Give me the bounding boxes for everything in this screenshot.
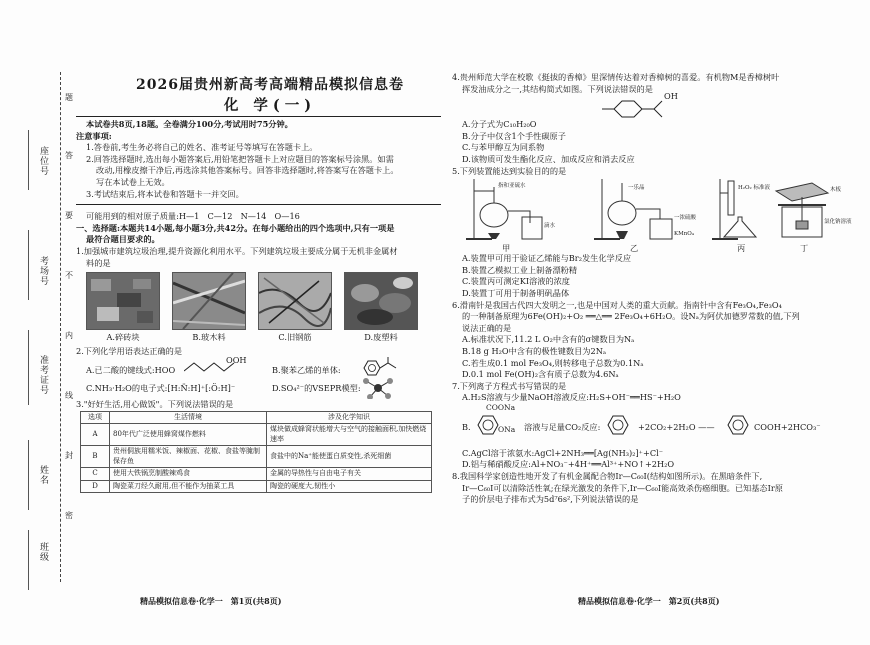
- apparatus-note: KMnO₄: [674, 231, 694, 238]
- name-line: [28, 440, 29, 510]
- table-cell: B: [81, 446, 110, 468]
- divider: [76, 116, 441, 117]
- seal-char: 答: [65, 151, 73, 160]
- q8-stem: 8.我国科学家创造性地开发了有机金属配合物Ir—C₆₀I(结构如图所示)。在黑暗条件下,: [452, 471, 763, 482]
- q2-option-d: D.SO₄²⁻的VSEPR模型:: [272, 383, 361, 394]
- note-3: 3.考试结束后,将本试卷和答题卡一并交回。: [86, 188, 244, 199]
- table-header-row: [81, 411, 432, 424]
- table-cell: D: [81, 480, 110, 493]
- apparatus-note: 一浓硫酸: [674, 215, 697, 222]
- vsepr-model: [358, 377, 398, 399]
- q1-option-b: B.玻木料: [192, 332, 226, 343]
- table-cell: 贵州侗族用糯米饭、辣椒面、花椒、食盐等腌制保存鱼: [110, 446, 267, 468]
- steel-photo: [258, 272, 332, 330]
- table-row: [81, 468, 432, 481]
- coona-label: COONa: [486, 402, 516, 412]
- q7-stem: 7.下列离子方程式书写错误的是: [452, 380, 567, 391]
- seat-no-label: 座位号: [38, 146, 48, 176]
- q1-option-a: A.碎砖块: [106, 332, 140, 343]
- seal-char: 不: [65, 271, 73, 280]
- table-cell: 煤块做成蜂窝状能增大与空气的接触面积,加快燃烧速率: [267, 424, 432, 446]
- apparatus-note: 指和亚硫水: [498, 183, 526, 190]
- q7-option-b-end: COOH+2HCO₃⁻: [754, 421, 821, 432]
- note-2-cont: 写在本试卷上无效。: [96, 176, 170, 187]
- q5-option-b: B.装置乙模拟工业上制备漂粉精: [462, 264, 578, 275]
- exam-title: 2026届贵州新高考高端精品模拟信息卷: [136, 77, 404, 93]
- page-footer-left: 精品模拟信息卷·化学一 第1页(共8页): [140, 596, 282, 606]
- brick-photo: [86, 272, 160, 330]
- q4-stem-cont: 挥发油成分之一,其结构简式如图。下列说法错误的是: [462, 83, 653, 94]
- q7-option-c: C.AgCl溶于浓氨水:AgCl+2NH₃══[Ag(NH₃)₂]⁺+Cl⁻: [462, 447, 664, 458]
- benzene-ring: [604, 410, 632, 440]
- q4-option-d: D.该物质可发生酯化反应、加成反应和消去反应: [462, 153, 635, 164]
- q8-stem-cont: 子的价层电子排布式为5d⁷6s²,下列说法错误的是: [462, 494, 639, 505]
- q7-option-b-mid: 溶液与足量CO₂反应:: [524, 421, 601, 432]
- q8-stem-cont: Ir—C₆₀I可以清除活性氧;在绿光激发的条件下,Ir—C₆₀I能高效杀伤癌细胞。已知基态Ir原: [462, 482, 783, 493]
- atomic-masses: 可能用到的相对原子质量:H—1 C—12 N—14 O—16: [86, 211, 300, 222]
- q2-row-ab: [76, 357, 441, 379]
- q7-option-a: A.H₂S溶液与少量NaOH溶液反应:H₂S+OH⁻══HS⁻+H₂O: [462, 392, 681, 403]
- table-cell: 80年代广泛使用蜂窝煤作燃料: [110, 424, 267, 446]
- q7-option-b-label: B.: [462, 421, 471, 432]
- table-cell: 陶瓷菜刀经久耐用,但不能作为抽菜工具: [110, 480, 267, 493]
- intro-text: 本试卷共8页,18题。全卷满分100分,考试用时75分钟。: [86, 119, 293, 129]
- notes-title: 注意事项:: [76, 130, 112, 141]
- class-label: 班级: [38, 542, 48, 562]
- q2-stem: 2.下列化学用语表达正确的是: [76, 345, 183, 356]
- q1-option-c: C.旧钢筋: [278, 332, 312, 343]
- q2-row-cd: [76, 379, 441, 399]
- note-2-cont: 改动,用橡皮擦干净后,再选涂其他答案标号。回答非选择题时,将答案写在答题卡上。: [96, 165, 399, 176]
- ticket-no-label: 准考证号: [38, 355, 48, 395]
- seat-no-line: [28, 130, 29, 190]
- q6-stem: 6.滑南针是我国古代四大发明之一,也是中国对人类的重大贡献。指南针中含有Fe₃O₄,Fe₃O₄: [452, 299, 782, 310]
- q4-option-a: A.分子式为C₁₀H₂₀O: [462, 119, 537, 130]
- ona-label: ONa: [498, 424, 516, 434]
- q2-oh-label: OOH: [226, 355, 247, 366]
- q2-option-a: A.已二酸的键线式:HOO: [86, 365, 176, 376]
- seal-char: 线: [65, 391, 73, 400]
- table-row: [81, 446, 432, 468]
- label-bing: 丙: [737, 243, 746, 254]
- table-cell: 食盐中的Na⁺能使蛋白质变性,杀死细菌: [267, 446, 432, 468]
- q4-option-b: B.分子中仅含1个手性碳原子: [462, 130, 566, 141]
- apparatus-note: 滴水: [544, 223, 556, 230]
- table-row: [81, 424, 432, 446]
- q6-option-a: A.标准状况下,11.2 L O₂中含有的σ键数目为Nₐ: [462, 334, 635, 345]
- seal-char: 题: [65, 93, 73, 102]
- q3-table: [80, 411, 432, 494]
- table-header: 选项: [81, 411, 110, 424]
- q2-option-b: B.聚苯乙烯的单体:: [272, 365, 341, 376]
- table-cell: A: [81, 424, 110, 446]
- q6-stem-cont: 的一种制备原理为6Fe(OH)₂+O₂ ══△══ 2Fe₃O₄+6H₂O。设Nₐ为阿伏加德罗常数的值,下列: [462, 311, 800, 322]
- q2-option-c: C.NH₃·H₂O的电子式:[H:N̈:H]⁺[:Ö:H]⁻: [86, 383, 236, 394]
- apparatus-note: 木板: [830, 187, 842, 194]
- table-header: 生活情境: [110, 411, 267, 424]
- note-1: 1.答卷前,考生务必将自己的姓名、准考证号等填写在答题卡上。: [86, 142, 318, 153]
- exam-room-label: 考场号: [38, 256, 48, 286]
- seal-char: 密: [65, 511, 73, 520]
- q7-option-b-row: [452, 404, 852, 448]
- table-cell: 金属的导热性与自由电子有关: [267, 468, 432, 481]
- binding-margin: [0, 60, 72, 580]
- menthol-structure: [602, 95, 692, 119]
- section-heading-cont: 最符合题目要求的。: [86, 234, 160, 245]
- plastic-photo: [344, 272, 418, 330]
- q5-option-d: D.装置丁可用于制备明矾晶体: [462, 287, 570, 298]
- ticket-no-line: [28, 330, 29, 405]
- q1-photos: [86, 272, 441, 330]
- q3-stem: 3."好好生活,用心做饭"。下列说法错误的是: [76, 399, 234, 410]
- wood-photo: [172, 272, 246, 330]
- q7-option-b-post: +2CO₂+2H₂O ——: [638, 421, 715, 432]
- name-label: 姓名: [38, 465, 48, 485]
- q1-captions: [86, 332, 441, 344]
- page-footer-right: 精品模拟信息卷·化学一 第2页(共8页): [578, 596, 720, 606]
- apparatus-note: 氯化钠溶液: [824, 219, 852, 226]
- table-cell: 使用大铁锅烹制酸辣鸡食: [110, 468, 267, 481]
- divider: [76, 204, 441, 205]
- q5-stem: 5.下列装置能达到实验目的的是: [452, 165, 567, 176]
- q1-stem: 1.加强城市建筑垃圾治理,提升资源化利用水平。下列建筑垃圾主要成分属于无机非金属材: [76, 245, 398, 256]
- subject-title: 化 学(一): [223, 97, 317, 114]
- benzene-ring: [724, 410, 752, 440]
- table-cell: 陶瓷的硬度大,韧性小: [267, 480, 432, 493]
- seal-char: 封: [65, 451, 73, 460]
- q4-structure-row: [452, 91, 852, 119]
- q4-stem: 4.贵州师范大学在校歌《挺拔的香樟》里深情传达着对香樟树的喜爱。有机物M是香樟树叶: [452, 72, 780, 82]
- q1-stem-cont: 料的是: [86, 257, 111, 268]
- table-row: [81, 480, 432, 493]
- styrene-structure: [358, 357, 402, 379]
- apparatus-note: 一乐晶: [628, 185, 645, 192]
- seal-line: [60, 72, 61, 582]
- label-jia: 甲: [502, 243, 511, 254]
- table-header: 涉及化学知识: [267, 411, 432, 424]
- exam-room-line: [28, 230, 29, 300]
- label-yi: 乙: [630, 243, 639, 254]
- left-column: [76, 116, 441, 493]
- seal-char: 内: [65, 331, 73, 340]
- seal-char: 要: [65, 211, 73, 220]
- q5-apparatus: [452, 177, 852, 253]
- q6-option-d: D.0.1 mol Fe(OH)₂含有质子总数为4.6Nₐ: [462, 369, 619, 380]
- class-line: [28, 530, 29, 590]
- q4-option-c: C.与苯甲醇互为同系物: [462, 142, 545, 153]
- q4-oh-label: OH: [664, 91, 678, 102]
- q5-option-a: A.装置甲可用于验证乙烯能与Br₂发生化学反应: [462, 253, 632, 264]
- q6-stem-cont: 说法正确的是: [462, 322, 512, 333]
- q1-option-d: D.废塑料: [364, 332, 398, 343]
- q6-option-c: C.若生成0.1 mol Fe₃O₄,则转移电子总数为0.1Nₐ: [462, 357, 644, 368]
- note-2: 2.回答选择题时,选出每小题答案后,用铅笔把答题卡上对应题目的答案标号涂黑。如需: [86, 153, 394, 164]
- right-column: [452, 72, 852, 506]
- q7-option-d: D.铝与稀硝酸反应:Al+NO₃⁻+4H⁺══Al³⁺+NO↑+2H₂O: [462, 459, 675, 470]
- label-ding: 丁: [800, 243, 809, 254]
- section-heading: 一、选择题:本题共14小题,每小题3分,共42分。在每小题给出的四个选项中,只有一项是: [76, 222, 395, 233]
- q5-option-c: C.装置丙可测定KI溶液的浓度: [462, 276, 570, 287]
- apparatus-note: H₂O₂ 标准液: [738, 185, 770, 192]
- q6-option-b: B.18 g H₂O中含有的极性键数目为2Nₐ: [462, 345, 607, 356]
- table-cell: C: [81, 468, 110, 481]
